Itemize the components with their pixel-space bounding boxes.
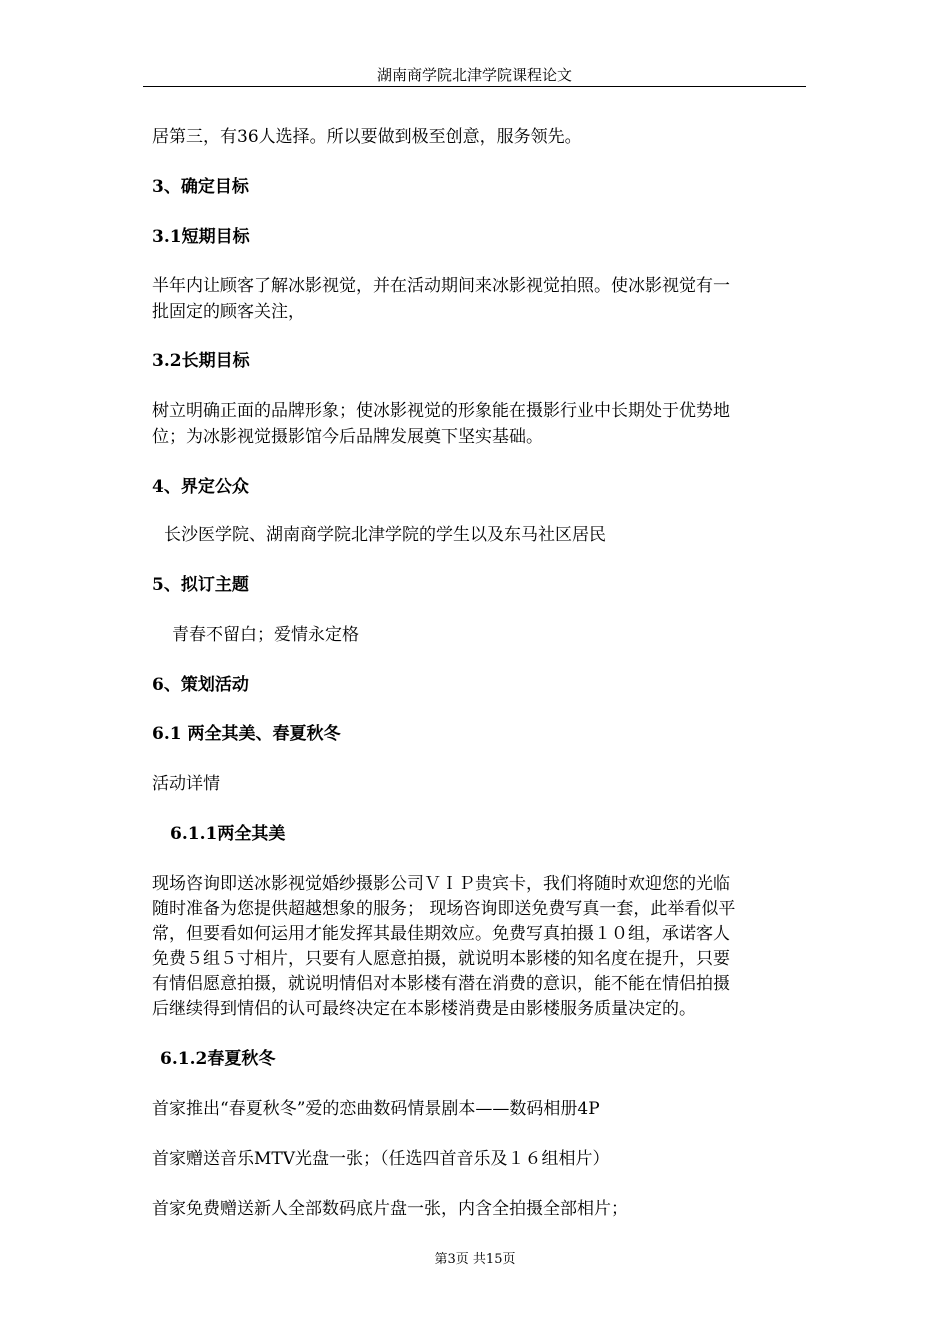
subsection-heading-3-2: 3.2长期目标 xyxy=(152,351,250,371)
page-footer xyxy=(0,1248,950,1267)
paragraph-6-1-1-line-4: 免费５组５寸相片，只要有人愿意拍摄，就说明本影楼的知名度在提升，只要 xyxy=(152,949,730,969)
paragraph-6-1-1-line-5: 有情侣愿意拍摄，就说明情侣对本影楼有潜在消费的意识，能不能在情侣拍摄 xyxy=(152,974,730,994)
paragraph-6-1-2-item-1: 首家推出“春夏秋冬”爱的恋曲数码情景剧本——数码相册4P xyxy=(152,1099,600,1119)
header-title: 湖南商学院北津学院课程论文 xyxy=(376,66,572,84)
subsection-heading-3-1: 3.1短期目标 xyxy=(152,227,250,247)
subsection-heading-6-1: 6.1 两全其美、春夏秋冬 xyxy=(152,724,341,744)
paragraph-6-1-1-line-1: 现场咨询即送冰影视觉婚纱摄影公司ＶＩＰ贵宾卡，我们将随时欢迎您的光临 xyxy=(152,874,730,894)
paragraph-6-1-1-line-6: 后继续得到情侣的认可最终决定在本影楼消费是由影楼服务质量决定的。 xyxy=(152,999,696,1019)
section-heading-6: 6、策划活动 xyxy=(152,675,249,695)
paragraph-4: 长沙医学院、湖南商学院北津学院的学生以及东马社区居民 xyxy=(164,525,606,545)
paragraph-6-1-1-line-2: 随时准备为您提供超越想象的服务； 现场咨询即送免费写真一套，此举看似平 xyxy=(152,899,736,919)
paragraph-3-1-line-2: 批固定的顾客关注， xyxy=(152,302,305,322)
page-number: 第3页 共15页 xyxy=(434,1252,516,1267)
section-heading-5: 5、拟订主题 xyxy=(152,575,249,595)
paragraph-3-2-line-2: 位；为冰影视觉摄影馆今后品牌发展奠下坚实基础。 xyxy=(152,427,543,447)
paragraph-6-1-1-line-3: 常，但要看如何运用才能发挥其最佳期效应。免费写真拍摄１０组，承诺客人 xyxy=(152,924,730,944)
paragraph-6-1: 活动详情 xyxy=(152,774,220,794)
paragraph-3-2-line-1: 树立明确正面的品牌形象；使冰影视觉的形象能在摄影行业中长期处于优势地 xyxy=(152,401,730,421)
paragraph-5: 青春不留白；爱情永定格 xyxy=(172,625,359,645)
section-heading-4: 4、界定公众 xyxy=(152,477,249,497)
paragraph-3-1-line-1: 半年内让顾客了解冰影视觉，并在活动期间来冰影视觉拍照。使冰影视觉有一 xyxy=(152,276,730,296)
subsection-heading-6-1-2: 6.1.2春夏秋冬 xyxy=(160,1049,276,1069)
page-header xyxy=(143,64,806,87)
subsection-heading-6-1-1: 6.1.1两全其美 xyxy=(170,824,286,844)
section-heading-3: 3、确定目标 xyxy=(152,177,249,197)
paragraph-6-1-2-item-2: 首家赠送音乐MTV光盘一张；（任选四首音乐及１６组相片） xyxy=(152,1149,610,1169)
intro-line: 居第三，有36人选择。所以要做到极至创意，服务领先。 xyxy=(152,127,582,147)
paragraph-6-1-2-item-3: 首家免费赠送新人全部数码底片盘一张，内含全拍摄全部相片； xyxy=(152,1199,628,1219)
